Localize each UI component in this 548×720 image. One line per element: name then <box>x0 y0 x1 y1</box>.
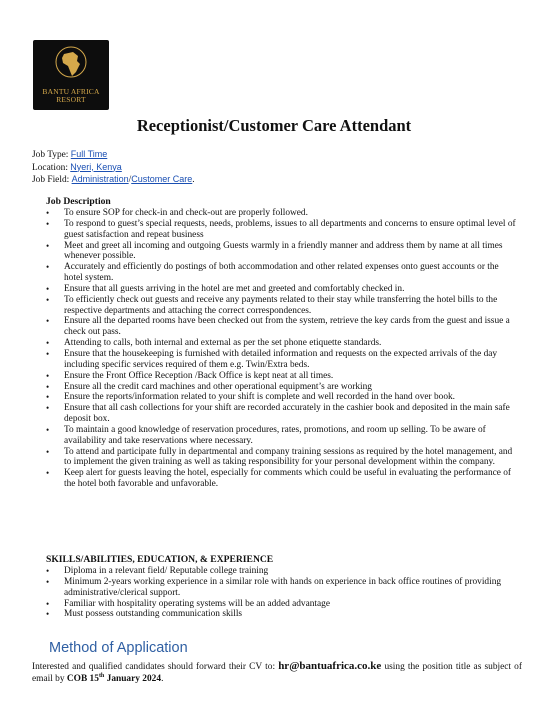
list-item: • To respond to guest’s special requests, needs, problems, issues to all departments and concerns to ensure optimal level of guest satisfaction and repeat business <box>40 219 518 241</box>
skills-list <box>40 566 518 620</box>
logo-text-line1: BANTU AFRICA <box>42 87 100 96</box>
job-field-separator: / <box>128 175 132 185</box>
list-item: • Ensure that the housekeeping is furnished with detailed information and requests on the expected arrivals of the day including specific services required of them e.g. Twin/Extra beds. <box>40 349 518 371</box>
deadline-part-2: January 2024 <box>104 674 162 684</box>
job-field-row <box>32 174 195 187</box>
list-item: • Must possess outstanding communication skills <box>40 609 518 620</box>
location-row <box>32 162 195 175</box>
page-title: Receptionist/Customer Care Attendant <box>136 116 412 135</box>
job-description-list <box>40 208 518 490</box>
list-item: • Meet and greet all incoming and outgoing Guests warmly in a friendly manner and address them by name at all times whenever possible. <box>40 241 518 263</box>
list-item: • Ensure that all cash collections for your shift are recorded accurately in the cashier book and deposited in the main safe deposit box. <box>40 403 518 425</box>
list-item: • To maintain a good knowledge of reservation procedures, rates, promotions, and room up selling. To be aware of availability and take reservations where necessary. <box>40 425 518 447</box>
skills-heading: SKILLS/ABILITIES, EDUCATION, & EXPERIENCE <box>46 554 274 565</box>
deadline-superscript: th <box>98 672 105 679</box>
logo-text <box>42 88 99 104</box>
logo-text-line2: RESORT <box>56 95 86 104</box>
list-item: • Familiar with hospitality operating systems will be an added advantage <box>40 599 518 610</box>
list-item: • Ensure the reports/information related to your shift is complete and well recorded in the hand over book. <box>40 392 518 403</box>
job-field-link-customer-care[interactable]: Customer Care <box>131 174 193 184</box>
job-meta <box>32 149 195 187</box>
application-text-1: Interested and qualified candidates should forward their CV to: <box>32 662 279 672</box>
job-type-link[interactable]: Full Time <box>70 149 108 159</box>
deadline-part-1: COB 15 <box>66 674 99 684</box>
list-item: • Accurately and efficiently do postings of both accommodation and other related expenses onto guest accounts or the hotel system. <box>40 262 518 284</box>
job-description-heading: Job Description <box>46 196 111 207</box>
application-email[interactable]: hr@bantuafrica.co.ke <box>278 660 382 672</box>
location-link[interactable]: Nyeri, Kenya <box>70 161 122 172</box>
list-item: • Minimum 2-years working experience in a similar role with hands on experience in back office routines of providing administrative/clerical support. <box>40 577 518 599</box>
job-type-label: Job Type: <box>32 150 71 160</box>
job-field-label: Job Field: <box>32 175 72 185</box>
location-label: Location: <box>32 162 71 173</box>
company-logo <box>33 40 109 110</box>
africa-map-icon <box>51 44 91 84</box>
list-item: • Ensure the Front Office Reception /Back Office is kept neat at all times. <box>40 371 518 382</box>
job-type-row <box>32 149 195 162</box>
list-item: • To efficiently check out guests and receive any payments related to their stay while transferring the hotel bills to the respective departments and attaching the correct correspondences. <box>40 295 518 317</box>
method-of-application-heading: Method of Application <box>49 640 188 656</box>
job-field-end: . <box>192 175 195 185</box>
list-item: • Attending to calls, both internal and external as per the set phone etiquette standards. <box>40 338 518 349</box>
list-item: • Ensure all the credit card machines and other operational equipment’s are working <box>40 382 518 393</box>
list-item: • To ensure SOP for check-in and check-out are properly followed. <box>40 208 518 219</box>
job-field-link-administration[interactable]: Administration <box>71 174 129 184</box>
application-text-2: using the position title as subject of email by <box>32 662 522 684</box>
list-item: • Keep alert for guests leaving the hotel, especially for comments which could be useful in evaluating the performance of the hotel both favorable and unfavorable. <box>40 468 518 490</box>
list-item: • Ensure that all guests arriving in the hotel are met and greeted and comfortably checked in. <box>40 284 518 295</box>
list-item: • To attend and participate fully in departmental and company training sessions as required by the hotel management, and to implement the given training as well as taking responsibility for your personal development within the company. <box>40 447 518 469</box>
list-item: • Diploma in a relevant field/ Reputable college training <box>40 566 518 577</box>
application-instructions <box>32 660 522 685</box>
list-item: • Ensure all the departed rooms have been checked out from the system, retrieve the key cards from the guest and issue a check out pass. <box>40 316 518 338</box>
application-text-end: . <box>161 674 164 684</box>
